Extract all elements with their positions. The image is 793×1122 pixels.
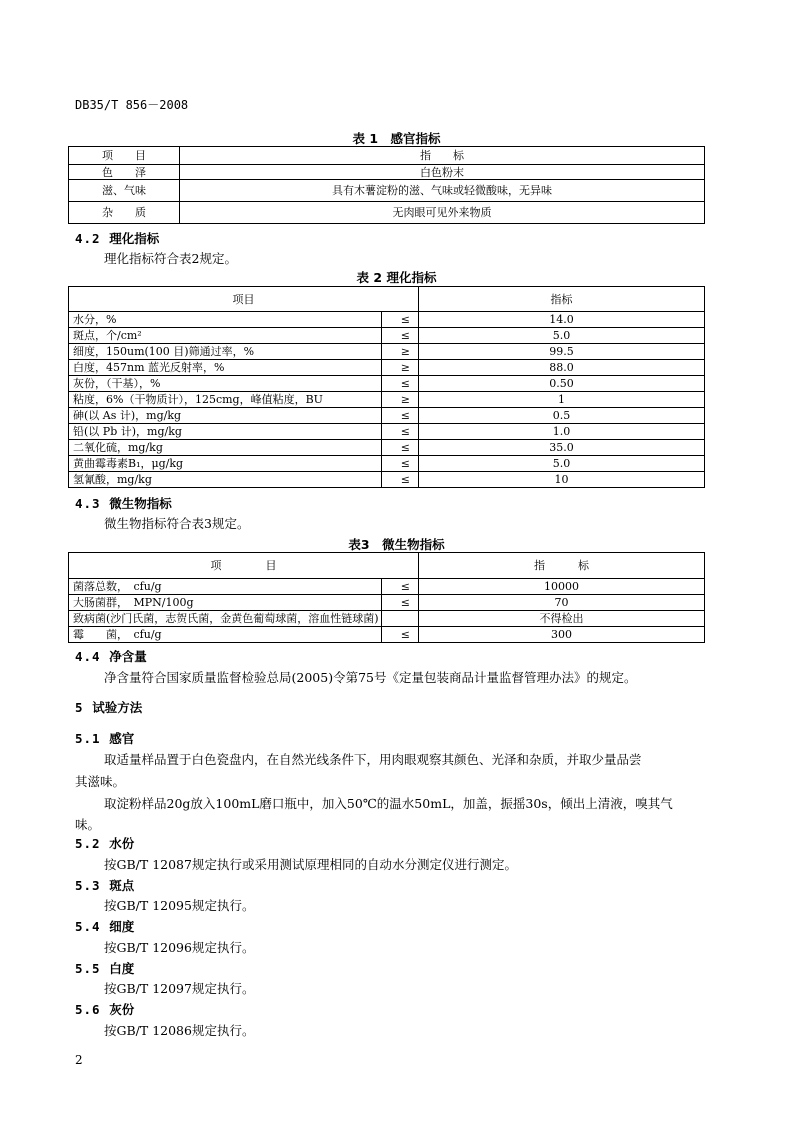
operator-cell: ≤ (382, 408, 419, 424)
table-header-cell: 项 目 (69, 553, 419, 579)
table2 (68, 286, 705, 488)
table-cell: 具有木薯淀粉的滋、气味或轻微酸味，无异味 (180, 180, 705, 202)
table-row (69, 312, 705, 328)
item-cell: 黄曲霉毒素B₁，μg/kg (69, 456, 382, 472)
paragraph: 按GB/T 12095规定执行。 (104, 898, 255, 913)
item-cell: 铅(以 Pb 计)，mg/kg (69, 424, 382, 440)
item-cell: 致病菌(沙门氏菌，志贺氏菌，金黄色葡萄球菌，溶血性链球菌) (69, 611, 382, 627)
table-row (69, 180, 705, 202)
table1-caption: 表 1 感官指标 (352, 131, 441, 146)
value-cell: 1.0 (419, 424, 705, 440)
section-number: 5.4 (75, 919, 101, 934)
table-row (69, 360, 705, 376)
item-cell: 细度，150um(100 目)筛通过率，% (69, 344, 382, 360)
operator-cell: ≥ (382, 360, 419, 376)
page-number: 2 (75, 1053, 83, 1067)
section-heading-5-2 (75, 834, 134, 852)
paragraph-line: 取适量样品置于白色瓷盘内，在自然光线条件下，用肉眼观察其颜色、光泽和杂质，并取少量品尝 (104, 752, 642, 767)
paragraph: 按GB/T 12086规定执行。 (104, 1023, 255, 1038)
section-title: 细度 (109, 919, 135, 934)
operator-cell: ≤ (382, 456, 419, 472)
section-title: 试验方法 (92, 700, 143, 715)
table-row (69, 579, 705, 595)
item-cell: 菌落总数， cfu/g (69, 579, 382, 595)
item-cell: 霉 菌， cfu/g (69, 627, 382, 643)
table3-caption: 表3 微生物指标 (348, 537, 445, 552)
table2-caption: 表 2 理化指标 (356, 270, 437, 285)
value-cell: 0.5 (419, 408, 705, 424)
value-cell: 300 (419, 627, 705, 643)
section-title: 微生物指标 (109, 496, 172, 511)
section-title: 灰份 (109, 1002, 135, 1017)
table-row (69, 627, 705, 643)
table-row (69, 440, 705, 456)
section-title: 水份 (109, 836, 135, 851)
item-cell: 粘度，6%（干物质计），125cmg，峰值粘度，BU (69, 392, 382, 408)
value-cell: 10 (419, 472, 705, 488)
operator-cell: ≤ (382, 595, 419, 611)
section-title: 白度 (109, 961, 135, 976)
section-heading-5-5 (75, 959, 134, 977)
table3-body (69, 579, 705, 643)
value-cell: 0.50 (419, 376, 705, 392)
table-cell: 色 泽 (69, 165, 180, 180)
item-cell: 砷(以 As 计)，mg/kg (69, 408, 382, 424)
section-heading-4-2 (75, 229, 159, 247)
item-cell: 水分，% (69, 312, 382, 328)
section-heading-5-1 (75, 729, 134, 747)
section-number: 5.2 (75, 836, 101, 851)
operator-cell: ≥ (382, 344, 419, 360)
operator-cell: ≤ (382, 440, 419, 456)
operator-cell: ≤ (382, 424, 419, 440)
table3 (68, 552, 705, 643)
table-header-cell: 指 标 (180, 147, 705, 165)
operator-cell: ≤ (382, 328, 419, 344)
paragraph: 按GB/T 12096规定执行。 (104, 940, 255, 955)
operator-cell: ≤ (382, 579, 419, 595)
item-cell: 斑点，个/cm² (69, 328, 382, 344)
table-row (69, 328, 705, 344)
table-row (69, 472, 705, 488)
table-cell: 滋、气味 (69, 180, 180, 202)
item-cell: 大肠菌群， MPN/100g (69, 595, 382, 611)
value-cell: 5.0 (419, 456, 705, 472)
table-row (69, 344, 705, 360)
paragraph: 净含量符合国家质量监督检验总局(2005)令第75号《定量包装商品计量监督管理办法》的规定。 (104, 670, 637, 685)
paragraph: 理化指标符合表2规定。 (104, 251, 237, 266)
value-cell: 35.0 (419, 440, 705, 456)
section-number: 5.6 (75, 1002, 101, 1017)
table-header-cell: 指 标 (419, 553, 705, 579)
section-number: 5.5 (75, 961, 101, 976)
section-number: 5.1 (75, 731, 101, 746)
item-cell: 氢氰酸，mg/kg (69, 472, 382, 488)
document-id: DB35/T 856－2008 (75, 98, 189, 112)
table-cell: 杂 质 (69, 202, 180, 224)
section-heading-4-4 (75, 647, 147, 665)
table-row (69, 595, 705, 611)
section-number: 4.4 (75, 649, 101, 664)
operator-cell: ≤ (382, 312, 419, 328)
table-row (69, 202, 705, 224)
table-row (69, 392, 705, 408)
table-row (69, 456, 705, 472)
table-cell: 白色粉末 (180, 165, 705, 180)
section-title: 感官 (109, 731, 135, 746)
operator-cell: ≤ (382, 472, 419, 488)
value-cell: 88.0 (419, 360, 705, 376)
operator-cell: ≤ (382, 627, 419, 643)
section-number: 5.3 (75, 878, 101, 893)
paragraph-line: 味。 (75, 817, 101, 832)
table-cell: 无肉眼可见外来物质 (180, 202, 705, 224)
table-header-row (69, 553, 705, 579)
table2-body (69, 312, 705, 488)
item-cell: 灰份，（干基），% (69, 376, 382, 392)
item-cell: 二氧化硫，mg/kg (69, 440, 382, 456)
value-cell: 10000 (419, 579, 705, 595)
section-title: 净含量 (109, 649, 147, 664)
table-row (69, 424, 705, 440)
value-cell: 70 (419, 595, 705, 611)
table-header-row (69, 287, 705, 312)
operator-cell (382, 611, 419, 627)
item-cell: 白度，457nm 蓝光反射率，% (69, 360, 382, 376)
section-heading-5 (75, 698, 142, 716)
paragraph-line: 其滋味。 (75, 774, 126, 789)
paragraph: 微生物指标符合表3规定。 (104, 516, 250, 531)
table-header-cell: 项目 (69, 287, 419, 312)
table-row (69, 611, 705, 627)
section-number: 4.2 (75, 231, 101, 246)
value-cell: 5.0 (419, 328, 705, 344)
section-heading-4-3 (75, 494, 172, 512)
value-cell: 1 (419, 392, 705, 408)
section-heading-5-3 (75, 876, 134, 894)
paragraph: 按GB/T 12087规定执行或采用测试原理相同的自动水分测定仪进行测定。 (104, 857, 517, 872)
value-cell: 不得检出 (419, 611, 705, 627)
section-heading-5-4 (75, 917, 134, 935)
table-row (69, 165, 705, 180)
table1 (68, 146, 705, 224)
table-row (69, 376, 705, 392)
operator-cell: ≥ (382, 392, 419, 408)
paragraph: 按GB/T 12097规定执行。 (104, 981, 255, 996)
table-header-row (69, 147, 705, 165)
section-number: 5 (75, 700, 84, 715)
section-number: 4.3 (75, 496, 101, 511)
value-cell: 99.5 (419, 344, 705, 360)
value-cell: 14.0 (419, 312, 705, 328)
section-title: 理化指标 (109, 231, 160, 246)
section-heading-5-6 (75, 1000, 134, 1018)
table-header-cell: 项 目 (69, 147, 180, 165)
paragraph-line: 取淀粉样品20g放入100mL磨口瓶中，加入50℃的温水50mL，加盖，振摇30s，倾出上清液，嗅其气 (104, 796, 673, 811)
section-title: 斑点 (109, 878, 135, 893)
table-row (69, 408, 705, 424)
table-header-cell: 指标 (419, 287, 705, 312)
operator-cell: ≤ (382, 376, 419, 392)
